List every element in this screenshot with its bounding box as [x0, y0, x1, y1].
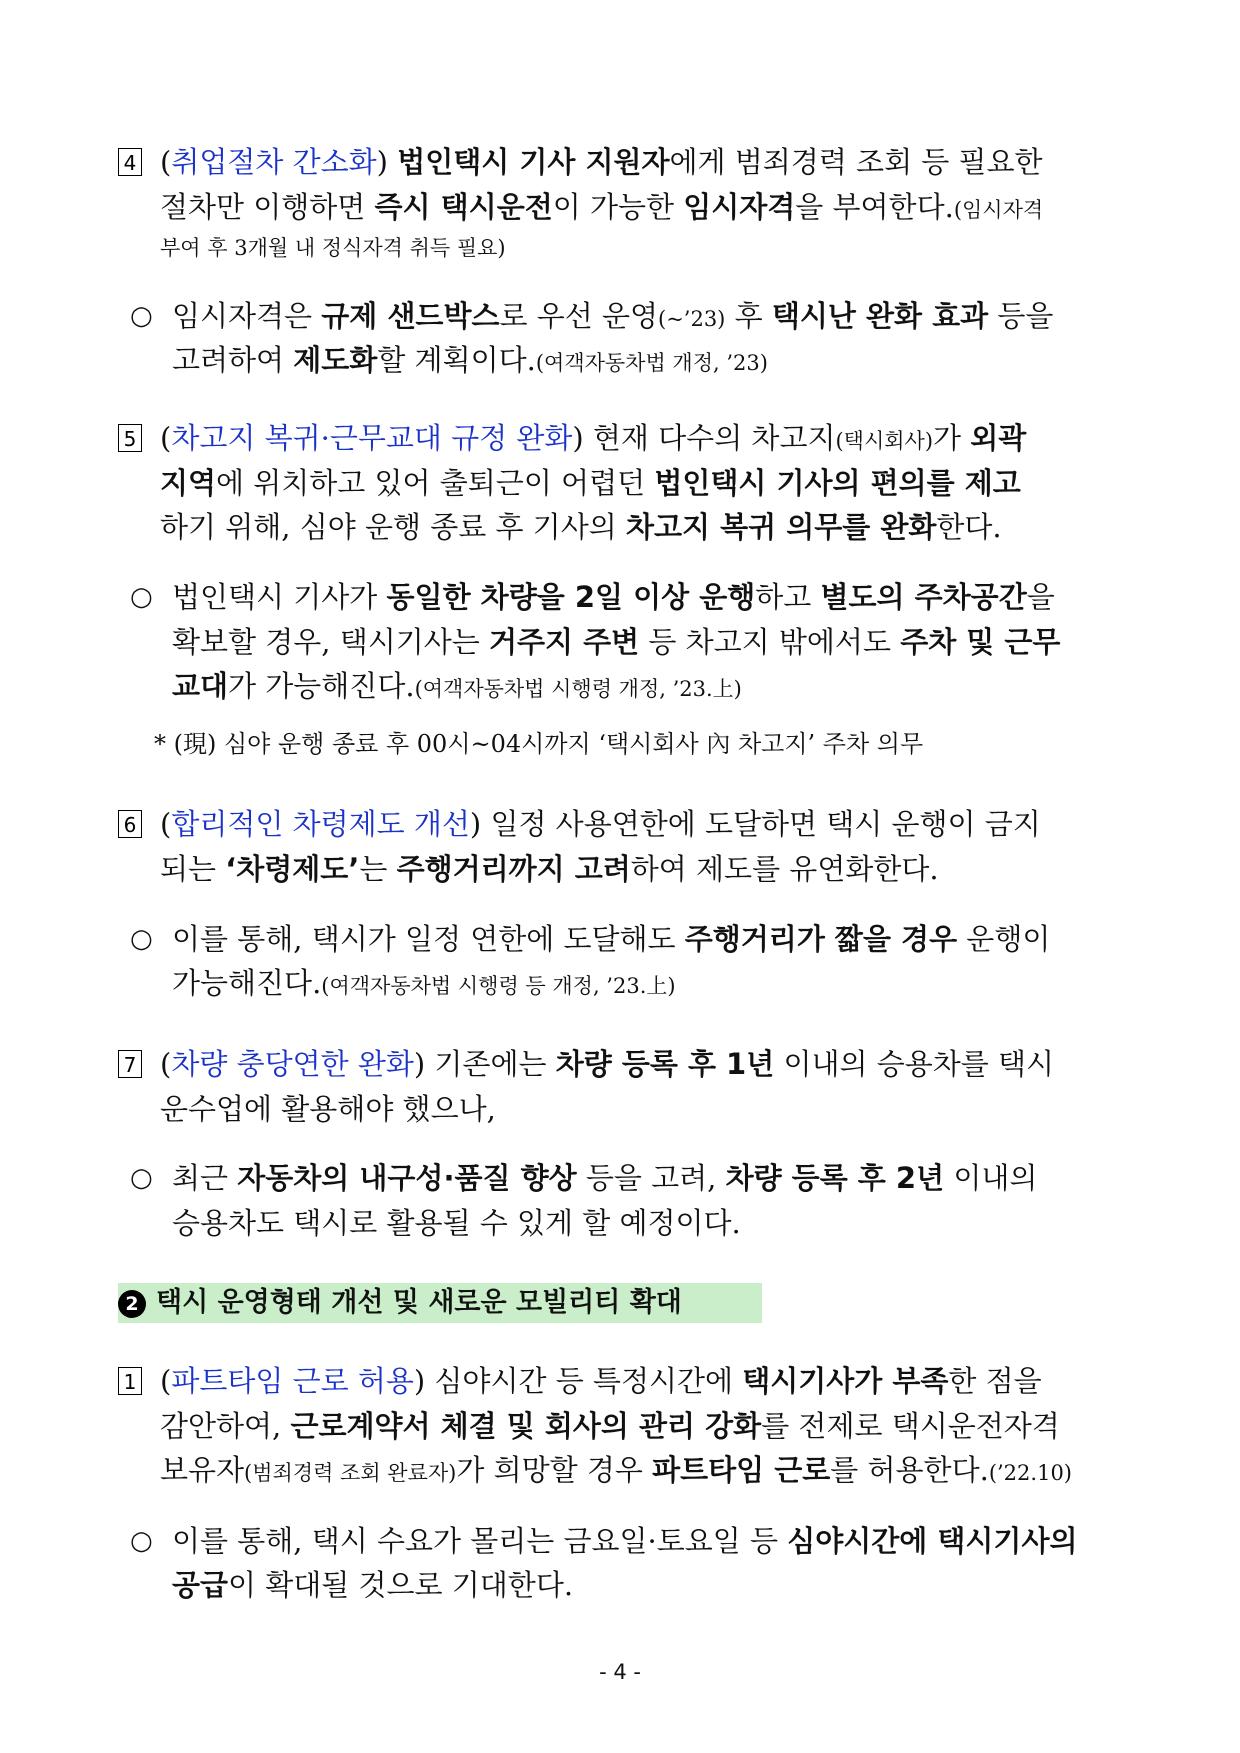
item-6-heading: 합리적인 차령제도 개선 — [171, 807, 470, 841]
item-1-line-2: 감안하여, 근로계약서 체결 및 회사의 관리 강화를 전제로 택시운전자격 — [160, 1409, 1060, 1443]
item-1-bullet-line-1: 이를 통해, 택시 수요가 몰리는 금요일·토요일 등 심야시간에 택시기사의 — [172, 1524, 1078, 1558]
item-5-number: 5 — [118, 424, 142, 452]
item-5-line-2: 지역에 위치하고 있어 출퇴근이 어렵던 법인택시 기사의 편의를 제고 — [160, 466, 1021, 500]
item-6-bullet-line-1: 이를 통해, 택시가 일정 연한에 도달해도 주행거리가 짧을 경우 운행이 — [172, 922, 1051, 956]
bullet-symbol: ○ — [130, 582, 153, 612]
item-1-line-3: 보유자(범죄경력 조회 완료자)가 희망할 경우 파트타임 근로를 허용한다.(’22.10) — [160, 1453, 1072, 1487]
item-4-bullet-line-1: 임시자격은 규제 샌드박스로 우선 운영(~’23) 후 택시난 완화 효과 등을 — [172, 299, 1054, 333]
item-4-heading: 취업절차 간소화 — [171, 145, 377, 179]
item-5-bullet-line-3: 교대가 가능해진다.(여객자동차법 시행령 개정, ’23.上) — [172, 669, 742, 703]
item-1-line-1: (파트타임 근로 허용) 심야시간 등 특정시간에 택시기사가 부족한 점을 — [160, 1364, 1042, 1398]
item-7-bullet-line-2: 승용차도 택시로 활용될 수 있게 할 예정이다. — [172, 1206, 741, 1240]
item-4-bullet-line-2: 고려하여 제도화할 계획이다.(여객자동차법 개정, ’23) — [172, 343, 768, 377]
section-2-heading — [118, 1283, 682, 1323]
item-4-line-1: (취업절차 간소화) 법인택시 기사 지원자에게 범죄경력 조회 등 필요한 — [160, 145, 1043, 179]
item-1-bullet-line-2: 공급이 확대될 것으로 기대한다. — [172, 1568, 574, 1602]
bullet-symbol: ○ — [130, 924, 153, 954]
bullet-symbol: ○ — [130, 1526, 153, 1556]
item-1-heading: 파트타임 근로 허용 — [171, 1364, 414, 1398]
item-7-line-2: 운수업에 활용해야 했으나, — [160, 1092, 496, 1126]
item-6-line-2: 되는 ‘차령제도’는 주행거리까지 고려하여 제도를 유연화한다. — [160, 852, 939, 886]
bullet-symbol: ○ — [130, 301, 153, 331]
item-5-line-1: (차고지 복귀·근무교대 규정 완화) 현재 다수의 차고지(택시회사)가 외곽 — [160, 421, 1027, 455]
item-6-bullet-line-2: 가능해진다.(여객자동차법 시행령 등 개정, ’23.上) — [172, 966, 676, 1000]
item-5-footnote: * (現) 심야 운행 종료 후 00시~04시까지 ‘택시회사 內 차고지’ 주차 의무 — [154, 730, 924, 758]
item-4-number: 4 — [118, 148, 142, 176]
bullet-symbol: ○ — [130, 1163, 153, 1193]
item-6-number: 6 — [118, 810, 142, 838]
item-1-number: 1 — [118, 1367, 142, 1395]
item-7-number: 7 — [118, 1050, 142, 1078]
item-5-bullet-line-1: 법인택시 기사가 동일한 차량을 2일 이상 운행하고 별도의 주차공간을 — [172, 580, 1055, 614]
item-7-bullet-line-1: 최근 자동차의 내구성·품질 향상 등을 고려, 차량 등록 후 2년 이내의 — [172, 1161, 1038, 1195]
item-7-heading: 차량 충당연한 완화 — [171, 1047, 414, 1081]
page-number: - 4 - — [599, 1660, 641, 1684]
item-5-heading: 차고지 복귀·근무교대 규정 완화 — [171, 421, 573, 455]
item-7-line-1: (차량 충당연한 완화) 기존에는 차량 등록 후 1년 이내의 승용차를 택시 — [160, 1047, 1055, 1081]
item-4-line-2: 절차만 이행하면 즉시 택시운전이 가능한 임시자격을 부여한다.(임시자격 — [160, 190, 1044, 224]
section-title: 택시 운영형태 개선 및 새로운 모빌리티 확대 — [156, 1287, 682, 1318]
item-4-line-3: 부여 후 3개월 내 정식자격 취득 필요) — [160, 236, 506, 260]
section-number: 2 — [118, 1290, 146, 1318]
item-5-bullet-line-2: 확보할 경우, 택시기사는 거주지 주변 등 차고지 밖에서도 주차 및 근무 — [172, 625, 1061, 659]
item-5-line-3: 하기 위해, 심야 운행 종료 후 기사의 차고지 복귀 의무를 완화한다. — [160, 510, 1002, 544]
item-6-line-1: (합리적인 차령제도 개선) 일정 사용연한에 도달하면 택시 운행이 금지 — [160, 807, 1041, 841]
